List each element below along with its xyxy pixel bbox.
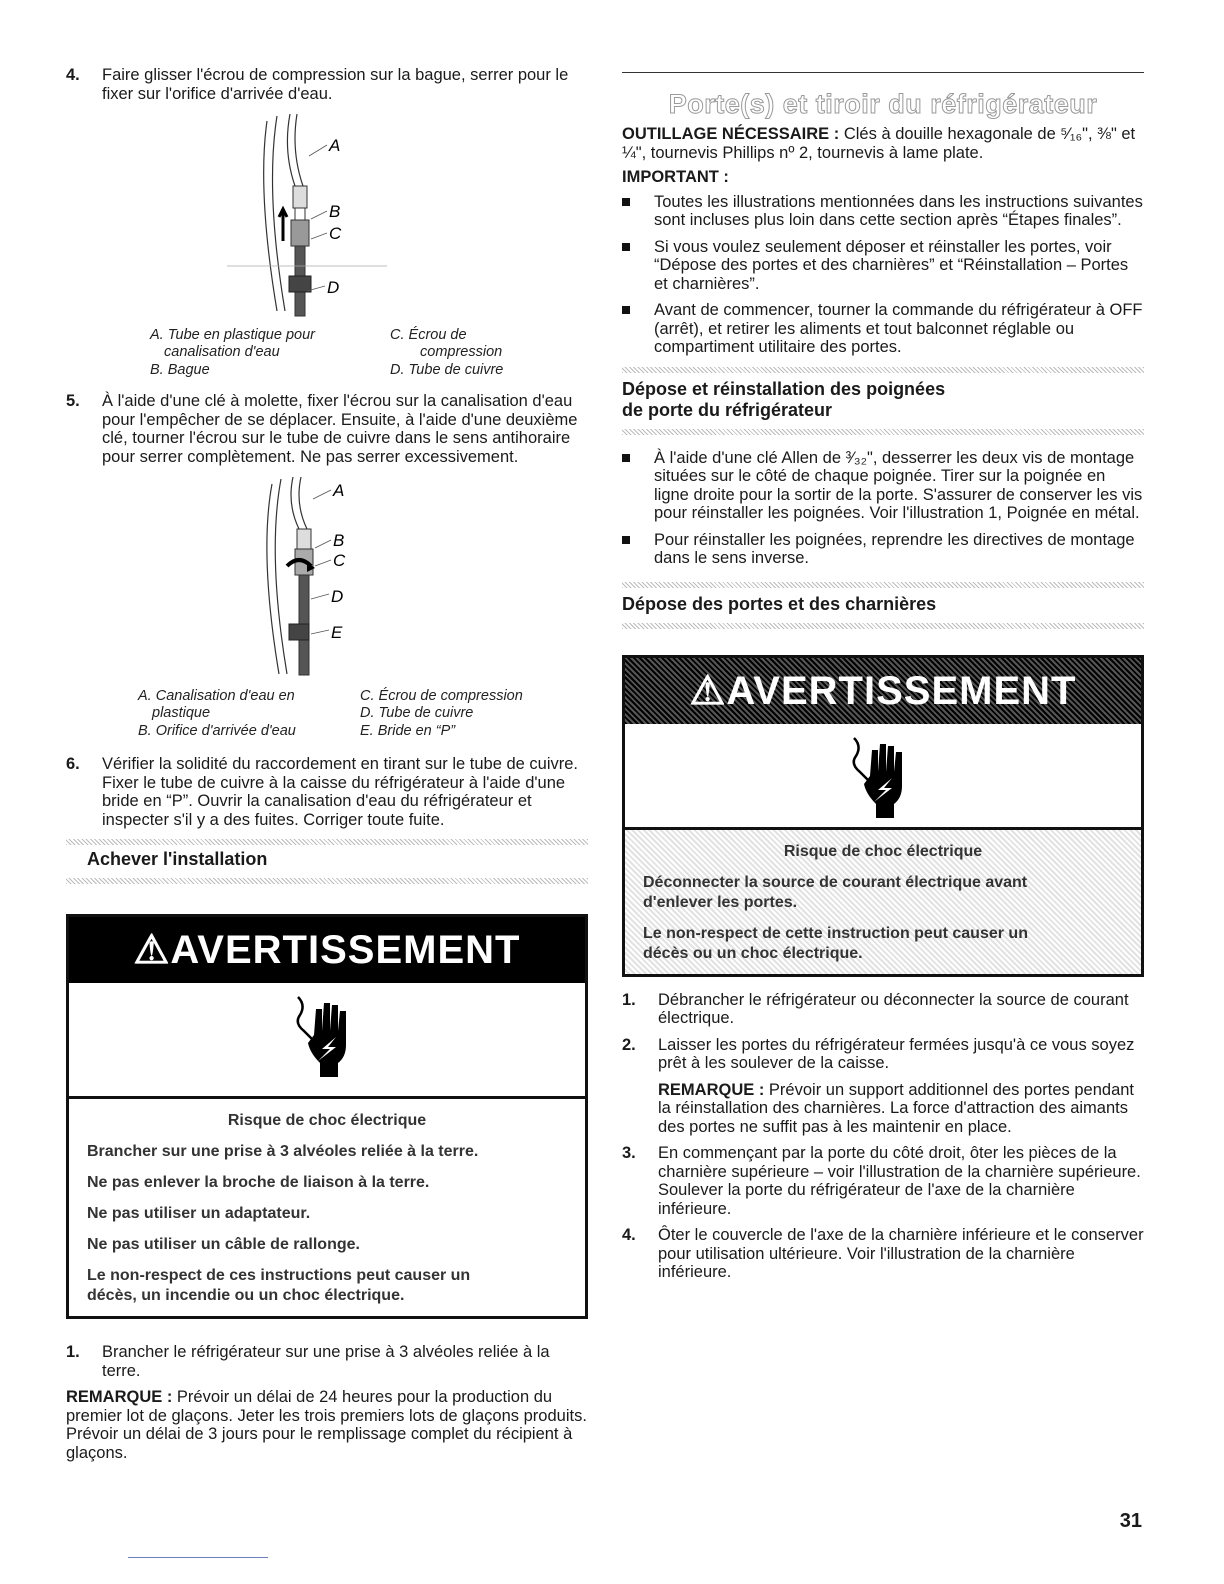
legend-b: B. Bague bbox=[150, 362, 210, 378]
step-text: À l'aide d'une clé à molette, fixer l'écrou sur la canalisation d'eau pour l'empêcher de se déplacer. Ensuite, à l'aide d'une deuxième clé, tourner l'écrou sur le tube de cuivre dans le sens antihoraire pour serrer complètement. Ne pas serrer excessivement. bbox=[102, 392, 578, 466]
note-label: REMARQUE : bbox=[658, 1080, 765, 1099]
bullet-square bbox=[622, 243, 630, 251]
page-number: 31 bbox=[1119, 1510, 1142, 1532]
callout-e: E bbox=[331, 623, 343, 642]
warning-line-3: Ne pas utiliser un adaptateur. bbox=[87, 1205, 311, 1222]
bullet-square bbox=[622, 306, 630, 314]
warning-line-4: Ne pas utiliser un câble de rallonge. bbox=[87, 1236, 360, 1253]
doors-step-3 bbox=[622, 1144, 1144, 1218]
step-number: 2. bbox=[622, 1035, 636, 1054]
section-title-doors-hinges: Dépose des portes et des charnières bbox=[622, 593, 937, 614]
step-text: Laisser les portes du réfrigérateur fermées jusqu'à ce vous soyez prêt à les soulever de la caisse. bbox=[658, 1035, 1135, 1072]
warning-line-1: Brancher sur une prise à 3 alvéoles reliée à la terre. bbox=[87, 1143, 479, 1160]
step-number: 4. bbox=[66, 66, 80, 84]
callout-a: A bbox=[329, 136, 341, 155]
handles-bullet-2: Pour réinstaller les poignées, reprendre les directives de montage dans le sens inverse. bbox=[622, 531, 1144, 568]
warning-line-2: Ne pas enlever la broche de liaison à la terre. bbox=[87, 1174, 430, 1191]
step-6 bbox=[66, 755, 588, 829]
important-bullet-3: Avant de commencer, tourner la commande du réfrigérateur à OFF (arrêt), et retirer les aliments et tout balconnet réglable ou compartiment utilitaire des portes. bbox=[622, 301, 1144, 357]
step-text: Faire glisser l'écrou de compression sur la bague, serrer pour le fixer sur l'orifice d'arrivée d'eau. bbox=[102, 66, 569, 103]
warning-title: ⚠AVERTISSEMENT bbox=[69, 917, 585, 983]
step-text: Débrancher le réfrigérateur ou déconnecter la source de courant électrique. bbox=[658, 990, 1129, 1027]
tools-required bbox=[622, 125, 1144, 162]
section-divider bbox=[622, 429, 1144, 435]
ice-note bbox=[66, 1388, 588, 1462]
doors-step-2 bbox=[622, 1036, 1144, 1137]
warning-consequence: Le non-respect de cette instruction peut causer un décès ou un choc électrique. bbox=[643, 924, 1028, 962]
section-title-doors-drawer: Porte(s) et tiroir du réfrigérateur bbox=[668, 89, 1098, 119]
callout-c: C bbox=[333, 551, 346, 570]
warning-title: ⚠AVERTISSEMENT bbox=[625, 658, 1141, 724]
warning-icon-area bbox=[69, 983, 585, 1099]
important-label: IMPORTANT : bbox=[622, 168, 729, 186]
handles-bullet-1: À l'aide d'une clé Allen de ³⁄₃₂", desserrer les deux vis de montage situées sur le côté de chaque poignée. Tirer sur la poignée en ligne droite pour la sortir de la porte. S'assurer de conserver les vis pour réinstaller les poignées. Voir l'illustration 1, Poignée en métal. bbox=[622, 449, 1144, 523]
callout-d: D bbox=[327, 278, 340, 297]
section-divider bbox=[622, 623, 1144, 629]
right-column bbox=[622, 72, 1144, 1290]
warning-body bbox=[625, 830, 1141, 974]
bullet-square bbox=[622, 454, 630, 462]
warning-risk: Risque de choc électrique bbox=[783, 842, 983, 860]
step-text: Vérifier la solidité du raccordement en tirant sur le tube de cuivre. Fixer le tube de cuivre à la caisse du réfrigérateur à l'aide d'une bride en “P”. Ouvrir la canalisation d'eau du réfrigérateur et inspecter s'il y a des fuites. Corriger toute fuite. bbox=[102, 755, 578, 829]
doors-step-4 bbox=[622, 1226, 1144, 1282]
warning-box-grounding bbox=[66, 914, 588, 1319]
step-text: En commençant par la porte du côté droit, ôter les pièces de la charnière supérieure – voir l'illustration de la charnière supérieure. Soulever la porte du réfrigérateur de l'axe de la charnière inférieure. bbox=[658, 1144, 1141, 1218]
callout-b: B bbox=[333, 531, 345, 550]
left-column bbox=[66, 66, 588, 1462]
bullet-square bbox=[622, 536, 630, 544]
legend-c: C. Écrou de compression bbox=[390, 327, 503, 360]
important-bullet-1: Toutes les illustrations mentionnées dans les instructions suivantes sont incluses plus loin dans cette section après “Étapes finales”. bbox=[622, 193, 1144, 230]
electric-shock-icon bbox=[848, 732, 918, 822]
top-rule bbox=[622, 72, 1144, 73]
figure-p-clamp bbox=[66, 474, 588, 684]
tools-text: Clés à douille hexagonale de ⁵⁄₁₆", ⅜" et ¼", tournevis Phillips nº 2, tournevis à lame plate. bbox=[622, 125, 1136, 162]
step-number: 1. bbox=[66, 1343, 80, 1361]
bullet-square bbox=[622, 198, 630, 206]
figure-1-legend bbox=[150, 327, 588, 380]
note-label: REMARQUE : bbox=[66, 1388, 173, 1406]
warning-icon-area bbox=[625, 724, 1141, 830]
doors-step-1 bbox=[622, 991, 1144, 1028]
section-divider bbox=[66, 878, 588, 884]
warning-body bbox=[69, 1099, 585, 1316]
step-text: Brancher le réfrigérateur sur une prise à 3 alvéoles reliée à la terre. bbox=[102, 1343, 550, 1380]
step-text: Ôter le couvercle de l'axe de la charnière inférieure et le conserver pour utilisation ultérieure. Voir l'illustration de la charnière inférieure. bbox=[658, 1226, 1144, 1281]
footer-rule bbox=[128, 1557, 268, 1558]
warning-consequence: Le non-respect de ces instructions peut causer un décès, un incendie ou un choc électrique. bbox=[87, 1267, 471, 1304]
section-title-handles: Dépose et réinstallation des poignées de porte du réfrigérateur bbox=[622, 378, 946, 420]
warning-line-1: Déconnecter la source de courant électrique avant d'enlever les portes. bbox=[643, 873, 1028, 911]
legend-b: B. Orifice d'arrivée d'eau bbox=[138, 723, 296, 739]
callout-b: B bbox=[329, 202, 341, 221]
callout-d: D bbox=[331, 587, 344, 606]
warning-box-disconnect bbox=[622, 655, 1144, 977]
step-4 bbox=[66, 66, 588, 103]
figure-2-legend bbox=[138, 688, 588, 741]
tools-label: OUTILLAGE NÉCESSAIRE : bbox=[622, 125, 840, 143]
step-5 bbox=[66, 392, 588, 466]
legend-c-d: C. Écrou de compression D. Tube de cuivre bbox=[360, 688, 523, 721]
step-number: 3. bbox=[622, 1144, 636, 1162]
note-text: Prévoir un délai de 24 heures pour la production du premier lot de glaçons. Jeter les trois premiers lots de glaçons produits. Prévoir un délai de 3 jours pour le remplissage complet du récipient à glaçons. bbox=[66, 1388, 587, 1462]
important-bullet-2: Si vous voulez seulement déposer et réinstaller les portes, voir “Dépose des portes et des charnières” et “Réinstallation – Portes et charnières”. bbox=[622, 238, 1144, 294]
step-number: 4. bbox=[622, 1226, 636, 1244]
step-number: 5. bbox=[66, 392, 80, 410]
figure-compression-nut bbox=[66, 111, 588, 321]
note-text: Prévoir un support additionnel des portes pendant la réinstallation des charnières. La force d'attraction des aimants des portes ne suffit pas à les maintenir en place. bbox=[658, 1080, 1135, 1136]
warning-risk: Risque de choc électrique bbox=[227, 1112, 427, 1129]
electric-shock-icon bbox=[292, 991, 362, 1081]
final-step-1 bbox=[66, 1343, 588, 1380]
legend-a: A. Tube en plastique pour canalisation d'eau bbox=[150, 327, 315, 360]
legend-a: A. Canalisation d'eau en plastique bbox=[138, 688, 295, 721]
fitting-illustration-1 bbox=[227, 111, 427, 321]
callout-a: A bbox=[333, 481, 345, 500]
step-2-note bbox=[658, 1081, 1144, 1137]
step-number: 1. bbox=[622, 990, 636, 1009]
legend-d: D. Tube de cuivre bbox=[390, 362, 504, 378]
fitting-illustration-2 bbox=[227, 474, 427, 684]
section-title-finish-install: Achever l'installation bbox=[87, 849, 268, 869]
legend-e: E. Bride en “P” bbox=[360, 723, 456, 739]
step-number: 6. bbox=[66, 755, 80, 773]
callout-c: C bbox=[329, 224, 342, 243]
